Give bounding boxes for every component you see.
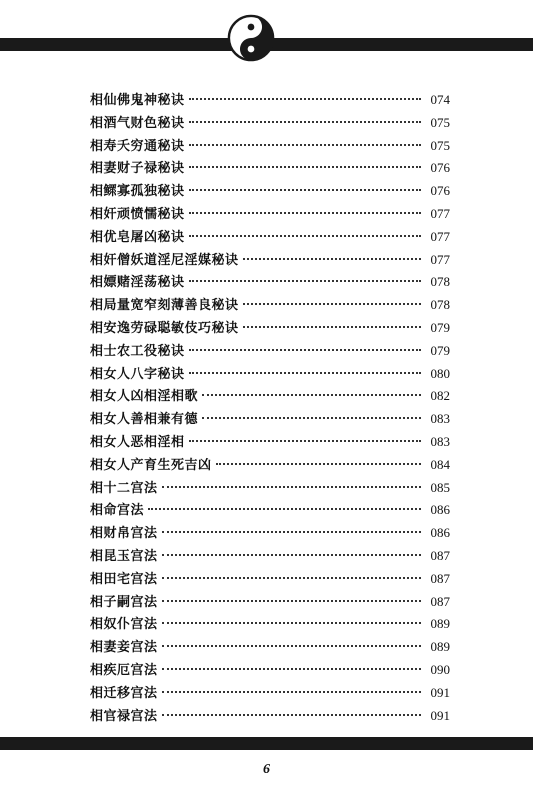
toc-entry[interactable] [90,112,450,135]
toc-entry[interactable] [90,477,450,500]
toc-entry-page: 083 [430,411,450,427]
toc-entry-page: 074 [430,92,450,107]
toc-entry[interactable] [90,636,450,659]
toc-entry-title: 相女人恶相淫相 [90,434,185,450]
toc-entry-page: 078 [430,297,450,313]
toc-leader-dots [162,554,421,556]
toc-leader-dots [189,280,421,282]
toc-entry-title: 相奸顽愤懦秘诀 [90,206,185,222]
toc-entry-title: 相十二宫法 [90,480,158,496]
toc-leader-dots [162,600,421,602]
toc-entry-page: 091 [430,684,450,700]
toc-leader-dots [189,440,421,442]
toc-entry[interactable] [90,499,450,522]
toc-entry[interactable] [90,613,450,636]
toc-leader-dots [216,463,421,465]
toc-entry-title: 相妻妾宫法 [90,640,158,656]
toc-entry[interactable] [90,408,450,431]
toc-entry[interactable] [90,203,450,226]
toc-entry-page: 076 [430,160,450,176]
toc-leader-dots [162,691,421,693]
toc-entry[interactable] [90,522,450,545]
toc-leader-dots [189,166,421,168]
toc-entry-page: 089 [430,639,450,655]
yin-yang-icon [227,14,275,62]
toc-entry[interactable] [90,568,450,591]
toc-entry-title: 相寿夭穷通秘诀 [90,138,185,154]
toc-entry-title: 相安逸劳碌聪敏伎巧秘诀 [90,320,239,336]
toc-entry-page: 078 [430,274,450,290]
toc-leader-dots [162,486,421,488]
toc-entry-page: 087 [430,547,450,563]
toc-entry[interactable] [90,705,450,728]
toc-entry[interactable] [90,226,450,249]
toc-leader-dots [162,645,421,647]
toc-leader-dots [162,577,421,579]
toc-entry-title: 相士农工役秘诀 [90,343,185,359]
toc-entry-page: 087 [430,593,450,609]
toc-leader-dots [202,417,421,419]
toc-leader-dots [162,531,421,533]
toc-leader-dots [189,189,421,191]
toc-entry-title: 相官禄宫法 [90,708,158,724]
toc-entry-title: 相田宅宫法 [90,571,158,587]
toc-entry-page: 089 [430,616,450,632]
toc-entry-title: 相局量宽窄刻薄善良秘诀 [90,298,239,314]
toc-entry[interactable] [90,249,450,272]
toc-entry[interactable] [90,294,450,317]
toc-entry-title: 相优皂屠凶秘诀 [90,229,185,245]
toc-entry[interactable] [90,89,450,112]
toc-entry-page: 082 [430,388,450,404]
toc-entry-title: 相财帛宫法 [90,526,158,542]
toc-entry-page: 079 [430,319,450,335]
toc-entry[interactable] [90,271,450,294]
toc-entry-title: 相嫖赌淫荡秘诀 [90,275,185,291]
toc-entry[interactable] [90,157,450,180]
toc-entry-title: 相昆玉宫法 [90,548,158,564]
toc-entry[interactable] [90,385,450,408]
toc-entry-title: 相奸僧妖道淫尼淫媒秘诀 [90,252,239,268]
toc-entry-title: 相命宫法 [90,503,145,519]
toc-leader-dots [162,668,421,670]
toc-entry[interactable] [90,180,450,203]
toc-leader-dots [189,349,421,351]
toc-entry-title: 相仙佛鬼神秘诀 [90,93,185,108]
toc-entry-page: 075 [430,137,450,153]
toc-leader-dots [202,394,421,396]
footer-rule [0,737,533,750]
toc-entry-title: 相奴仆宫法 [90,617,158,633]
toc-entry-title: 相妻财子禄秘诀 [90,161,185,177]
toc-leader-dots [189,121,421,123]
toc-leader-dots [148,508,421,510]
toc-entry[interactable] [90,363,450,386]
toc-entry-title: 相鳏寡孤独秘诀 [90,184,185,200]
page-number: 6 [263,762,270,777]
toc-entry-page: 080 [430,365,450,381]
toc-entry-page: 086 [430,525,450,541]
toc-entry[interactable] [90,591,450,614]
toc-entry-page: 077 [430,228,450,244]
toc-entry[interactable] [90,317,450,340]
toc-entry-page: 077 [430,205,450,221]
toc-entry-page: 086 [430,502,450,518]
toc-leader-dots [189,144,421,146]
toc-entry[interactable] [90,454,450,477]
toc-entry-page: 091 [430,707,450,723]
toc-entry-title: 相女人八字秘诀 [90,366,185,382]
table-of-contents [90,89,450,727]
toc-entry-title: 相女人产育生死吉凶 [90,457,212,473]
toc-leader-dots [162,714,421,716]
toc-entry[interactable] [90,340,450,363]
toc-entry-title: 相迁移宫法 [90,685,158,701]
toc-entry-title: 相疾厄宫法 [90,662,158,678]
toc-entry[interactable] [90,682,450,705]
toc-leader-dots [189,98,421,100]
toc-leader-dots [189,235,421,237]
toc-entry-page: 084 [430,456,450,472]
toc-leader-dots [243,326,421,328]
toc-leader-dots [189,372,421,374]
toc-entry-title: 相子嗣宫法 [90,594,158,610]
toc-entry-page: 090 [430,661,450,677]
toc-entry-title: 相女人凶相淫相歌 [90,389,199,405]
toc-leader-dots [243,258,421,260]
toc-leader-dots [189,212,421,214]
toc-entry-page: 087 [430,570,450,586]
toc-leader-dots [162,622,421,624]
toc-entry-page: 077 [430,251,450,267]
toc-leader-dots [243,303,421,305]
toc-entry[interactable] [90,135,450,158]
toc-entry-title: 相女人善相兼有德 [90,412,199,428]
toc-entry-page: 085 [430,479,450,495]
toc-entry-title: 相酒气财色秘诀 [90,115,185,131]
toc-entry-page: 075 [430,114,450,130]
toc-entry[interactable] [90,659,450,682]
toc-entry-page: 083 [430,433,450,449]
toc-entry-page: 079 [430,342,450,358]
toc-entry-page: 076 [430,183,450,199]
toc-entry[interactable] [90,431,450,454]
toc-entry[interactable] [90,545,450,568]
